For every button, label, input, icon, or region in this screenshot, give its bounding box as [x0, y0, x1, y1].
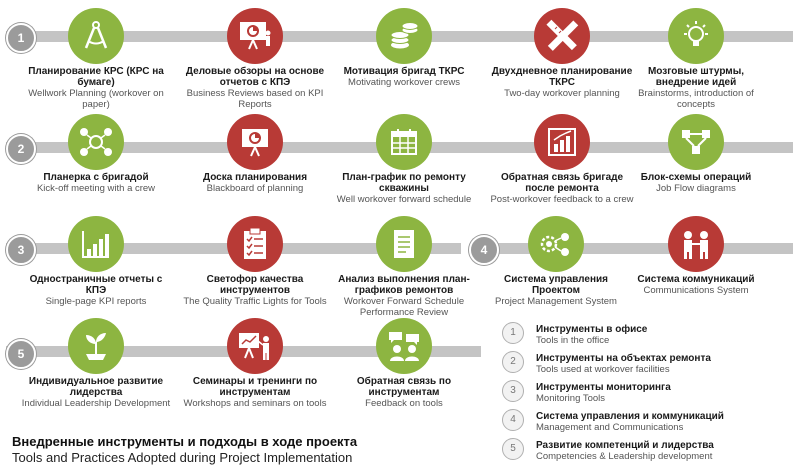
tool-title-ru: Доска планирования	[202, 172, 308, 183]
legend-item	[502, 407, 792, 436]
tool-post-workover-feedback	[487, 114, 637, 205]
tool-title-ru: Обратная связь по инструментам	[356, 376, 452, 398]
tool-title-ru: Планирование КРС (КРС на бумаге)	[28, 66, 164, 88]
tool-title-ru: Двухдневное планирование ТКРС	[491, 66, 633, 88]
tool-title-en: Brainstorms, introduction of concepts	[638, 88, 754, 110]
gears-network-icon	[528, 216, 584, 272]
tool-title-ru: Система управления Проектом	[504, 274, 608, 296]
flow-diagram-icon	[668, 114, 724, 170]
legend-label-en: Management and Communications	[536, 422, 684, 433]
legend-item	[502, 378, 792, 407]
stage-2-badge: 2	[6, 134, 36, 164]
tool-schedule-performance-review	[329, 216, 479, 318]
tool-title-ru: Система коммуникаций	[637, 274, 755, 285]
tool-title-ru: Деловые обзоры на основе отчетов с КПЭ	[185, 66, 325, 88]
legend-label-en: Competencies & Leadership development	[536, 451, 713, 462]
tool-title-ru: Блок-схемы операций	[640, 172, 752, 183]
tool-title-ru: Индивидуальное развитие лидерства	[28, 376, 164, 398]
legend-label-ru: Развитие компетенций и лидерства	[536, 440, 714, 451]
tool-title-en: Communications System	[643, 285, 749, 296]
trainer-icon	[227, 318, 283, 374]
tool-title-en: Feedback on tools	[365, 398, 443, 409]
stage-3-badge: 3	[6, 235, 36, 265]
tool-title-en: Post-workover feedback to a crew	[490, 194, 634, 205]
tool-title-en: Project Management System	[495, 296, 617, 307]
tool-title-en: Well workover forward schedule	[336, 194, 472, 205]
tool-title-en: Motivating workover crews	[348, 77, 460, 88]
tool-title-en: Workshops and seminars on tools	[183, 398, 327, 409]
bar-chart-frame-icon	[534, 114, 590, 170]
tool-planning-blackboard	[180, 114, 330, 194]
tool-title-en: Single-page KPI reports	[45, 296, 147, 307]
tool-project-management-system	[481, 216, 631, 307]
tool-wellwork-planning	[21, 8, 171, 110]
ruler-pencil-icon	[534, 8, 590, 64]
legend-item	[502, 436, 792, 465]
legend-label-ru: Инструменты мониторинга	[536, 382, 671, 393]
legend-label-ru: Система управления и коммуникаций	[536, 411, 724, 422]
tool-kickoff-meeting	[21, 114, 171, 194]
tool-title-en: Kick-off meeting with a crew	[36, 183, 156, 194]
tool-brainstorms	[621, 8, 771, 110]
tool-title-en: Workover Forward Schedule Performance Review	[343, 296, 465, 318]
tool-title-ru: План-график по ремонту скважины	[342, 172, 466, 194]
legend-number: 1	[502, 322, 524, 344]
legend-label-ru: Инструменты на объектах ремонта	[536, 353, 711, 364]
legend-item	[502, 349, 792, 378]
tool-title-ru: Планерка с бригадой	[43, 172, 149, 183]
caption-ru: Внедренные инструменты и подходы в ходе проекта	[12, 434, 358, 449]
legend-number: 2	[502, 351, 524, 373]
tool-title-en: The Quality Traffic Lights for Tools	[183, 296, 327, 307]
stage-5-badge: 5	[6, 339, 36, 369]
tool-title-ru: Мозговые штурмы, внедрение идей	[647, 66, 745, 88]
tool-title-ru: Анализ выполнения план-графиков ремонтов	[338, 274, 470, 296]
people-communication-icon	[668, 216, 724, 272]
tool-title-ru: Семинары и тренинги по инструментам	[192, 376, 318, 398]
tool-feedback-on-tools	[329, 318, 479, 409]
tool-title-en: Job Flow diagrams	[656, 183, 736, 194]
legend-label-en: Tools used at workover facilities	[536, 364, 670, 375]
tool-title-en: Individual Leadership Development	[21, 398, 171, 409]
tool-single-page-kpi	[21, 216, 171, 307]
tool-workshops-seminars	[180, 318, 330, 409]
tool-business-reviews	[180, 8, 330, 110]
tool-communications-system	[621, 216, 771, 296]
legend-label-en: Tools in the office	[536, 335, 610, 346]
tool-title-en: Two-day workover planning	[504, 88, 620, 99]
legend-label-ru: Инструменты в офисе	[536, 324, 648, 335]
compass-icon	[68, 8, 124, 64]
tool-title-ru: Светофор качества инструментов	[206, 274, 304, 296]
rising-bars-icon	[68, 216, 124, 272]
tool-two-day-planning	[487, 8, 637, 99]
tool-title-ru: Одностраничные отчеты с КПЭ	[29, 274, 163, 296]
team-network-icon	[68, 114, 124, 170]
checklist-icon	[227, 216, 283, 272]
tool-title-ru: Мотивация бригад ТКРС	[343, 66, 465, 77]
tool-job-flow-diagrams	[621, 114, 771, 194]
tool-motivating-crews	[329, 8, 479, 88]
document-icon	[376, 216, 432, 272]
tool-forward-schedule	[329, 114, 479, 205]
tool-title-en: Business Reviews based on KPI Reports	[186, 88, 324, 110]
tool-quality-traffic-lights	[180, 216, 330, 307]
caption-en: Tools and Practices Adopted during Project Implementation	[12, 450, 353, 465]
tool-title-en: Blackboard of planning	[206, 183, 304, 194]
feedback-people-icon	[376, 318, 432, 374]
tool-title-en: Wellwork Planning (workover on paper)	[28, 88, 164, 110]
legend	[502, 320, 792, 465]
tool-title-ru: Обратная связь бригаде после ремонта	[500, 172, 624, 194]
sprout-icon	[68, 318, 124, 374]
legend-number: 5	[502, 438, 524, 460]
figure-caption	[12, 434, 357, 466]
stage-4-badge: 4	[469, 235, 499, 265]
legend-number: 4	[502, 409, 524, 431]
legend-number: 3	[502, 380, 524, 402]
calendar-icon	[376, 114, 432, 170]
presentation-board-icon	[227, 8, 283, 64]
tool-leadership-development	[21, 318, 171, 409]
lightbulb-icon	[668, 8, 724, 64]
planning-board-icon	[227, 114, 283, 170]
stage-1-badge: 1	[6, 23, 36, 53]
legend-item	[502, 320, 792, 349]
coins-icon	[376, 8, 432, 64]
legend-label-en: Monitoring Tools	[536, 393, 606, 404]
